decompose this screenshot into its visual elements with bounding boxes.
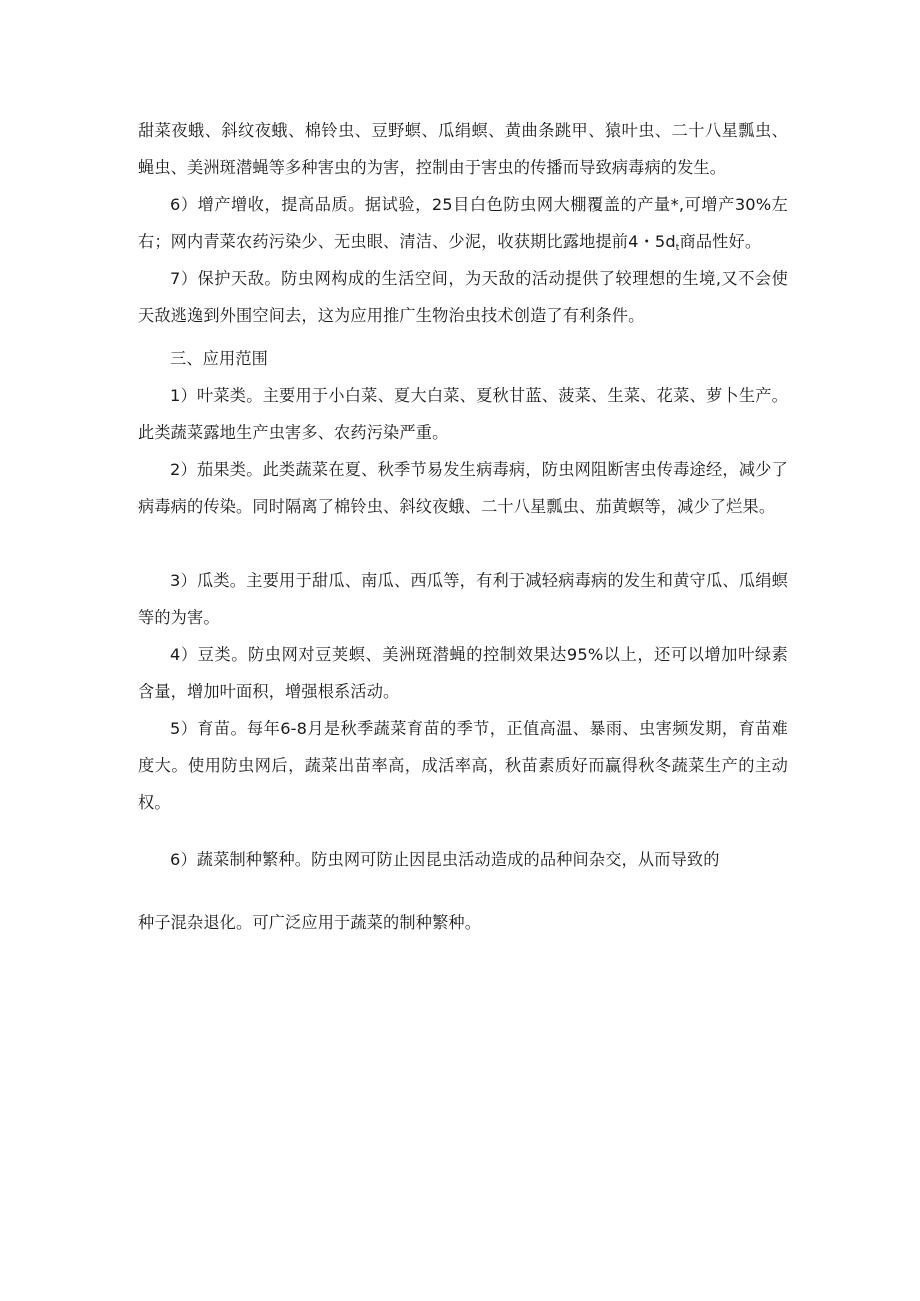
paragraph-solanaceous-fruits	[138, 451, 788, 525]
paragraph-text: 4）豆类。防虫网对豆荚螟、美洲斑潜蝇的控制效果达95%以上，还可以增加叶绿素含量，增加叶面积，增强根系活动。	[138, 645, 788, 701]
paragraph-text: 6）蔬菜制种繁种。防虫网可防止因昆虫活动造成的品种间杂交，从而导致的	[170, 850, 720, 869]
section-heading-application-scope	[170, 347, 788, 371]
paragraph-text: 3）瓜类。主要用于甜瓜、南瓜、西瓜等，有利于减轻病毒病的发生和黄守瓜、瓜绢螟等的为害。	[138, 571, 788, 627]
paragraph-text: 5）育苗。每年6-8月是秋季蔬菜育苗的季节，正值高温、暴雨、虫害频发期，育苗难度大。使用防虫网后，蔬菜出苗率高，成活率高，秋苗素质好而赢得秋冬蔬菜生产的主动权。	[138, 719, 788, 812]
paragraph-beans	[138, 636, 788, 710]
paragraph-seedling-raising	[138, 710, 788, 821]
paragraph-text: 7）保护天敌。防虫网构成的生活空间，为天敌的活动提供了较理想的生境,又不会使天敌逃逸到外围空间去，这为应用推广生物治虫技术创造了有利条件。	[138, 269, 788, 325]
paragraph-protect-natural-enemies	[138, 260, 788, 334]
paragraph-text: 6）增产增收，提高品质。据试验，25目白色防虫网大棚覆盖的产量*,可增产30%左右；网内青菜农药污染少、无虫眼、清洁、少泥，收获期比露地提前4・5d	[138, 195, 788, 251]
paragraph-text: 甜菜夜蛾、斜纹夜蛾、棉铃虫、豆野螟、瓜绢螟、黄曲条跳甲、猿叶虫、二十八星瓢虫、蝇虫、美洲斑潜蝇等多种害虫的为害，控制由于害虫的传播而导致病毒病的发生。	[138, 121, 788, 177]
paragraph-seed-production-line-2	[138, 911, 788, 935]
paragraph-leafy-vegetables	[138, 377, 788, 451]
paragraph-pest-control-continued	[138, 112, 788, 186]
paragraph-seed-production-line-1	[170, 848, 788, 872]
paragraph-text: 2）茄果类。此类蔬菜在夏、秋季节易发生病毒病，防虫网阻断害虫传毒途经，减少了病毒病的传染。同时隔离了棉铃虫、斜纹夜蛾、二十八星瓢虫、茄黄螟等，减少了烂果。	[138, 460, 788, 516]
heading-text: 三、应用范围	[170, 349, 269, 368]
paragraph-melons	[138, 562, 788, 636]
paragraph-text-tail: 商品性好。	[679, 232, 762, 251]
subscript-text: t	[675, 243, 680, 253]
paragraph-text: 种子混杂退化。可广泛应用于蔬菜的制种繁种。	[138, 913, 482, 932]
paragraph-yield-increase	[138, 186, 788, 267]
paragraph-text: 1）叶菜类。主要用于小白菜、夏大白菜、夏秋甘蓝、菠菜、生菜、花菜、萝卜生产。此类蔬菜露地生产虫害多、农药污染严重。	[138, 386, 788, 442]
